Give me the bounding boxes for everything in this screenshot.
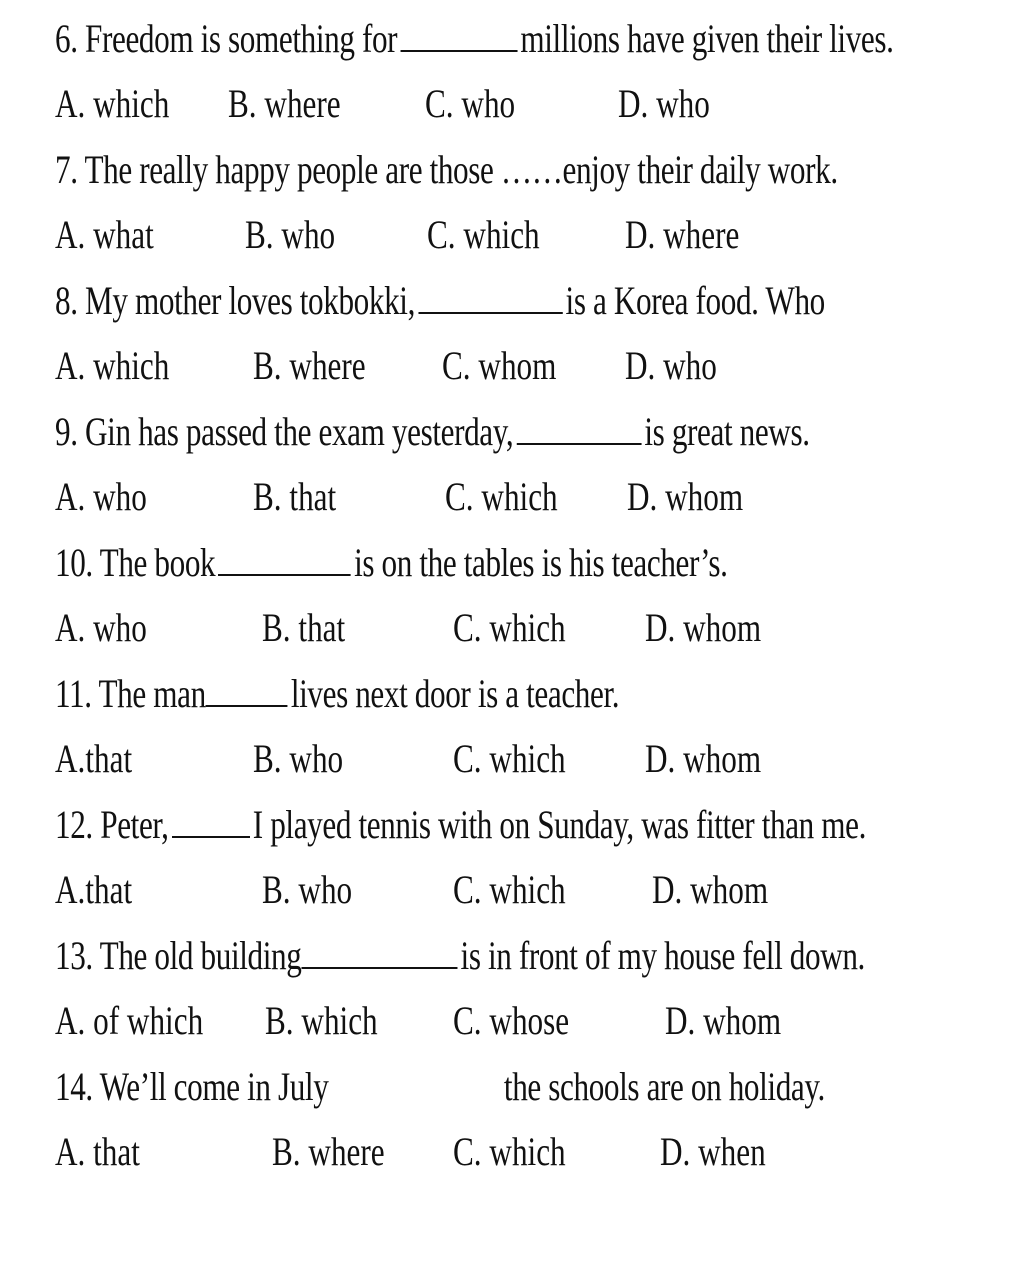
option-d: D. where	[625, 212, 740, 257]
question-13-text: 13. The old building	[55, 933, 302, 978]
option-a: A. who	[55, 605, 147, 650]
question-8-blank	[418, 282, 562, 314]
question-14-text-after: the schools are on holiday.	[503, 1064, 825, 1109]
question-10	[55, 534, 728, 592]
option-c: C. which	[427, 212, 540, 257]
option-a: A.that	[55, 867, 133, 912]
question-6-options	[55, 75, 1015, 133]
question-10-options	[55, 599, 1015, 657]
question-13-blank	[301, 937, 457, 969]
option-b: B. that	[262, 605, 346, 650]
question-8-text-after: is a Korea food. Who	[565, 278, 825, 323]
question-11-blank	[206, 675, 288, 707]
option-a: A.that	[55, 736, 133, 781]
question-10-text: 10. The book	[55, 540, 216, 585]
option-d: D. whom	[665, 998, 782, 1043]
question-12	[55, 796, 866, 854]
question-11	[55, 665, 619, 723]
option-d: D. who	[625, 343, 717, 388]
option-a: A. of which	[55, 998, 204, 1043]
question-14	[55, 1058, 825, 1116]
question-8-options	[55, 337, 1015, 395]
option-b: B. who	[262, 867, 353, 912]
option-d: D. when	[660, 1129, 766, 1174]
question-6	[55, 10, 894, 68]
option-b: B. where	[272, 1129, 385, 1174]
question-8	[55, 272, 825, 330]
question-11-text: 11. The man	[55, 671, 206, 716]
question-6-text-after: millions have given their lives.	[520, 16, 894, 61]
option-c: C. whom	[442, 343, 557, 388]
option-c: C. which	[453, 867, 566, 912]
option-d: D. whom	[645, 605, 762, 650]
question-13-text-after: is in front of my house fell down.	[460, 933, 865, 978]
option-b: B. who	[253, 736, 344, 781]
option-b: B. which	[265, 998, 378, 1043]
question-7-text: 7. The really happy people are those ……enjoy their daily work.	[55, 147, 838, 192]
question-7-options	[55, 206, 1015, 264]
question-11-text-after: lives next door is a teacher.	[290, 671, 620, 716]
option-b: B. where	[253, 343, 366, 388]
option-d: D. who	[618, 81, 710, 126]
question-9	[55, 403, 810, 461]
option-c: C. who	[425, 81, 516, 126]
option-c: C. which	[445, 474, 558, 519]
question-10-text-after: is on the tables is his teacher’s.	[354, 540, 728, 585]
question-14-text: 14. We’ll come in July	[55, 1064, 329, 1109]
option-a: A. that	[55, 1129, 140, 1174]
question-13-options	[55, 992, 1015, 1050]
option-d: D. whom	[645, 736, 762, 781]
option-b: B. that	[253, 474, 337, 519]
option-d: D. whom	[627, 474, 744, 519]
question-12-options	[55, 861, 1015, 919]
question-13	[55, 927, 865, 985]
option-b: B. where	[228, 81, 341, 126]
question-9-text: 9. Gin has passed the exam yesterday,	[55, 409, 514, 454]
option-a: A. which	[55, 81, 170, 126]
option-a: A. which	[55, 343, 170, 388]
option-c: C. which	[453, 736, 566, 781]
question-6-text: 6. Freedom is something for	[55, 16, 398, 61]
option-c: C. which	[453, 1129, 566, 1174]
option-c: C. whose	[453, 998, 570, 1043]
question-12-text-after: I played tennis with on Sunday, was fitter than me.	[252, 802, 867, 847]
question-11-options	[55, 730, 1015, 788]
question-7	[55, 141, 838, 199]
option-d: D. whom	[652, 867, 769, 912]
question-10-blank	[218, 536, 351, 576]
question-14-options	[55, 1123, 1015, 1181]
option-a: A. who	[55, 474, 147, 519]
question-12-blank	[172, 806, 250, 838]
option-b: B. who	[245, 212, 336, 257]
question-9-blank	[516, 413, 641, 445]
option-c: C. which	[453, 605, 566, 650]
question-9-text-after: is great news.	[644, 409, 810, 454]
question-8-text: 8. My mother loves tokbokki,	[55, 278, 415, 323]
option-a: A. what	[55, 212, 154, 257]
question-9-options	[55, 468, 1015, 526]
question-6-blank	[400, 20, 517, 52]
question-12-text: 12. Peter,	[55, 802, 169, 847]
